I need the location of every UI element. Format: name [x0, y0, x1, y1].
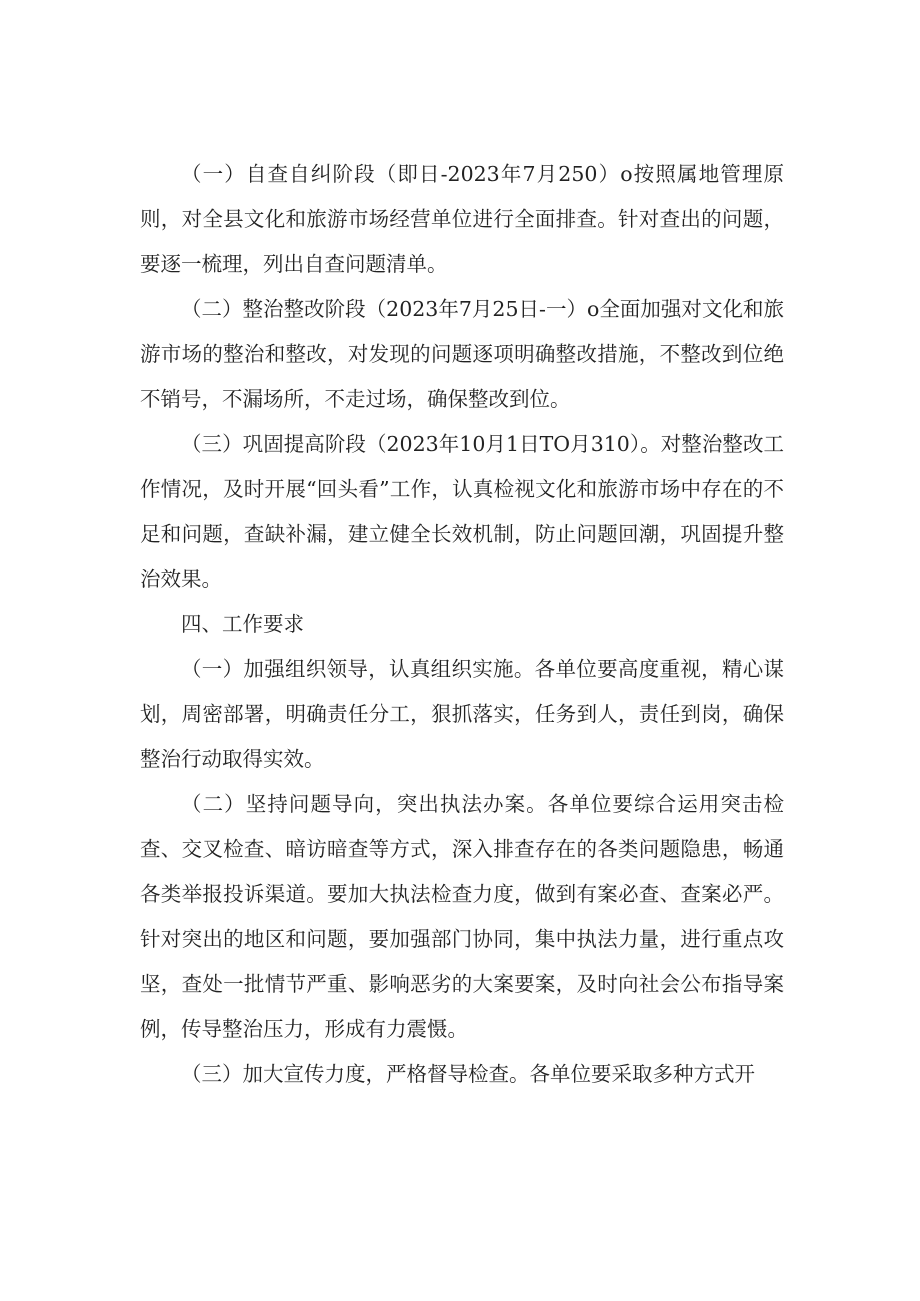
document-body — [140, 152, 784, 1097]
paragraph-stage-rectification: （二）整治整改阶段（2023年7月25日-一）o全面加强对文化和旅游市场的整治和整改，对发现的问题逐项明确整改措施，不整改到位绝不销号，不漏场所，不走过场，确保整改到位。 — [140, 297, 784, 411]
paragraph-stage-consolidation: （三）巩固提高阶段（2023年10月1日TO月310）。对整治整改工作情况，及时开展“回头看”工作，认真检视文化和旅游市场中存在的不足和问题，查缺补漏，建立健全长效机制，防止问题回潮，巩固提升整治效果。 — [140, 432, 784, 591]
paragraph-requirement-publicity: （三）加大宣传力度，严格督导检查。各单位要采取多种方式开 — [181, 1062, 755, 1086]
paragraph-requirement-leadership: （一）加强组织领导，认真组织实施。各单位要高度重视，精心谋划，周密部署，明确责任分工，狠抓落实，任务到人，责任到岗，确保整治行动取得实效。 — [140, 657, 784, 771]
section-heading-work-requirements: 四、工作要求 — [181, 612, 304, 636]
paragraph-stage-self-check: （一）自查自纠阶段（即日-2023年7月250）o按照属地管理原则，对全县文化和旅游市场经营单位进行全面排查。针对查出的问题，要逐一梳理，列出自查问题清单。 — [140, 162, 784, 276]
paragraph-requirement-enforcement: （二）坚持问题导向，突出执法办案。各单位要综合运用突击检查、交叉检查、暗访暗查等方式，深入排查存在的各类问题隐患，畅通各类举报投诉渠道。要加大执法检查力度，做到有案必查、查案必严。针对突出的地区和问题，要加强部门协同，集中执法力量，进行重点攻坚，查处一批情节严重、影响恶劣的大案要案，及时向社会公布指导案例，传导整治压力，形成有力震慑。 — [140, 792, 784, 1041]
